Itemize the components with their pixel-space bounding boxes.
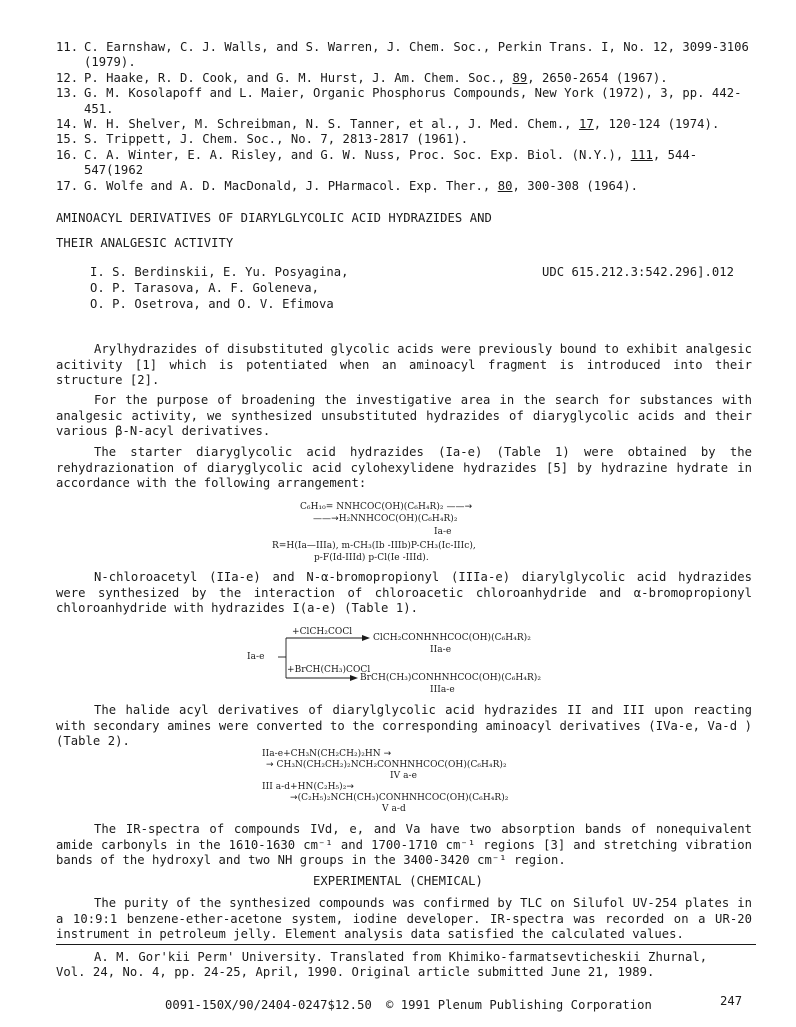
scheme2-reagent-bottom: +BrCH(CH₃)COCl [287, 665, 371, 675]
article-title-line-2: THEIR ANALGESIC ACTIVITY [56, 236, 234, 250]
reference-number: 15. [56, 132, 79, 147]
reference-pages: , 300-308 (1964). [512, 178, 639, 193]
author-line: O. P. Tarasova, A. F. Goleneva, [90, 280, 320, 295]
footnote-divider [56, 944, 756, 945]
reference-volume: 17 [578, 117, 594, 132]
reference-number: 12. [56, 70, 79, 85]
reference-list [56, 40, 756, 194]
paragraph-ir-spectra: The IR-spectra of compounds IVd, e, and Va have two absorption bands of nonequivalent amide carbonyls in the 1610-1630 cm⁻¹ and 1700-1710 cm⁻¹ regions [3] and stretching vibration bands of the hydroxyl and two NH groups in the 3400-3420 cm⁻¹ region. [56, 822, 752, 868]
reference-item [56, 71, 756, 86]
scheme3-line3: III a-d+HN(C₂H₅)₂→ [262, 782, 354, 792]
reference-number: 17. [56, 178, 79, 193]
reference-text: G. M. Kosolapoff and L. Maier, Organic Phosphorus Compounds, New York (1972), 3, pp. 442-451. [84, 86, 742, 116]
reference-item [56, 148, 756, 179]
scheme2-product-top: ClCH₂CONHNHCOC(OH)(C₆H₄R)₂ [373, 633, 531, 643]
arrow-icon: ——→ [313, 514, 339, 524]
author-line: I. S. Berdinskii, E. Yu. Posyagina, [90, 265, 349, 279]
scheme3-label2: V a-d [382, 804, 406, 814]
arrow-icon: → [266, 760, 277, 770]
reference-number: 11. [56, 40, 79, 54]
scheme3-label1: IV a-e [390, 771, 417, 781]
scheme1-line2: ——→H₂NNHCOC(OH)(C₆H₄R)₂ [313, 514, 458, 524]
udc-code: UDC 615.212.3:542.296].012 [542, 265, 735, 279]
paragraph-experimental: The purity of the synthesized compounds was confirmed by TLC on Silufol UV-254 plates in a 10:9:1 benzene-ether-acetone system, iodine developer. IR-spectra was recorded on a UR-20 instrument in petroleum jelly. Element analysis data satisfied the calculated values. [56, 896, 752, 942]
reference-volume: 89 [512, 70, 528, 85]
scheme3-line4: →(C₂H₅)₂NCH(CH₃)CONHNHCOC(OH)(C₆H₄R)₂ [290, 793, 509, 803]
journal-code: 0091-150X/90/2404-0247$12.50 [165, 998, 372, 1012]
footnote-line: Vol. 24, No. 4, pp. 24-25, April, 1990. Original article submitted June 21, 1989. [56, 965, 655, 980]
author-list [90, 265, 450, 312]
reference-text: S. Trippett, J. Chem. Soc., No. 7, 2813-2817 (1961). [84, 132, 469, 147]
copyright-notice: © 1991 Plenum Publishing Corporation [386, 998, 652, 1012]
reference-item [56, 40, 756, 71]
arrow-icon: → [380, 749, 392, 759]
section-heading: EXPERIMENTAL (CHEMICAL) [313, 874, 483, 888]
arrow-icon: → [290, 793, 298, 803]
footnote-line: A. M. Gor'kii Perm' University. Translated from Khimiko-farmatsevticheskii Zhurnal, [94, 950, 708, 964]
scheme3-line1: IIa-e+CH₃N(CH₂CH₂)₂HN → [262, 749, 392, 759]
reference-text: C. Earnshaw, C. J. Walls, and S. Warren, J. Chem. Soc., Perkin Trans. I, No. 12, 3099-3106 (1979). [84, 40, 749, 70]
reference-item [56, 179, 756, 194]
scheme2-product-bottom: BrCH(CH₃)CONHNHCOC(OH)(C₆H₄R)₂ [360, 673, 541, 683]
paragraph-synthesis: The starter diaryglycolic acid hydrazides (Ia-e) (Table 1) were obtained by the rehydrazionation of diaryglycolic acid cylohexylidene hydrazides [5] by hydrazine hydrate in accordance with the following arrangement: [56, 445, 752, 491]
scheme3-line2: → CH₃N(CH₂CH₂)₂NCH₂CONHNHCOC(OH)(C₆H₄R)₂ [266, 760, 507, 770]
reference-text: C. A. Winter, E. A. Risley, and G. W. Nuss, Proc. Soc. Exp. Biol. (N.Y.), [84, 147, 631, 162]
author-line: O. P. Osetrova, and O. V. Efimova [90, 296, 334, 311]
reference-pages: , 544-547(1962 [84, 147, 698, 178]
scheme1-r-line2: p-F(Id-IIId) p-Cl(Ie -IIId). [314, 553, 429, 563]
reference-number: 14. [56, 117, 79, 132]
paragraph-purpose: For the purpose of broadening the investigative area in the search for substances with analgesic activity, we synthesized unsubstituted hydrazides of diaryglycolic acids and their various β-N-acyl derivatives. [56, 393, 752, 439]
reference-item [56, 132, 756, 147]
page-number: 247 [720, 994, 743, 1008]
scheme2-start: Ia-e [247, 652, 265, 662]
paragraph-acyl-synthesis: N-chloroacetyl (IIa-e) and N-α-bromopropionyl (IIIa-e) diarylglycolic acid hydrazides were synthesized by the interaction of chloroacetic chloroanhydride and α-bromopropionyl chloroanhydride with hydrazides I(a-e) (Table 1). [56, 570, 752, 616]
reference-volume: 80 [497, 178, 513, 193]
reference-item [56, 86, 756, 117]
reference-volume: 111 [630, 147, 653, 162]
scheme2-label-top: IIa-e [430, 645, 452, 655]
scheme2-reagent-top: +ClCH₂COCl [292, 627, 353, 637]
footnote [56, 950, 756, 980]
scheme2-label-bottom: IIIa-e [430, 685, 455, 695]
arrow-icon: ——→ [443, 502, 473, 512]
scheme1-line1: C₆H₁₀= NNHCOC(OH)(C₆H₄R)₂ ——→ [300, 502, 473, 512]
reference-number: 13. [56, 86, 79, 101]
scheme1-label: Ia-e [434, 527, 452, 537]
reference-text: G. Wolfe and A. D. MacDonald, J. PHarmacol. Exp. Ther., [84, 178, 498, 193]
reference-pages: , 2650-2654 (1967). [527, 70, 668, 85]
reference-text: P. Haake, R. D. Cook, and G. M. Hurst, J. Am. Chem. Soc., [84, 70, 513, 85]
reference-number: 16. [56, 147, 79, 162]
scheme1-r-line1: R=H(Ia—IIIa), m-CH₃(Ib -IIIb)P-CH₃(Ic-IIIc), [272, 541, 476, 551]
reference-text: W. H. Shelver, M. Schreibman, N. S. Tanner, et al., J. Med. Chem., [84, 117, 579, 132]
paragraph-aminoacyl: The halide acyl derivatives of diarylglycolic acid hydrazides II and III upon reacting with secondary amines were converted to the corresponding aminoacyl derivatives (IVa-e, Va-d ) (Table 2). [56, 703, 752, 749]
paragraph-intro: Arylhydrazides of disubstituted glycolic acids were previously bound to exhibit analgesic acitivity [1] which is potentiated when an aminoacyl fragment is introduced into their structure [2]. [56, 342, 752, 388]
article-title-line-1: AMINOACYL DERIVATIVES OF DIARYLGLYCOLIC ACID HYDRAZIDES AND [56, 211, 492, 225]
arrow-icon: → [346, 782, 354, 792]
reference-item [56, 117, 756, 132]
reference-pages: , 120-124 (1974). [593, 117, 720, 132]
